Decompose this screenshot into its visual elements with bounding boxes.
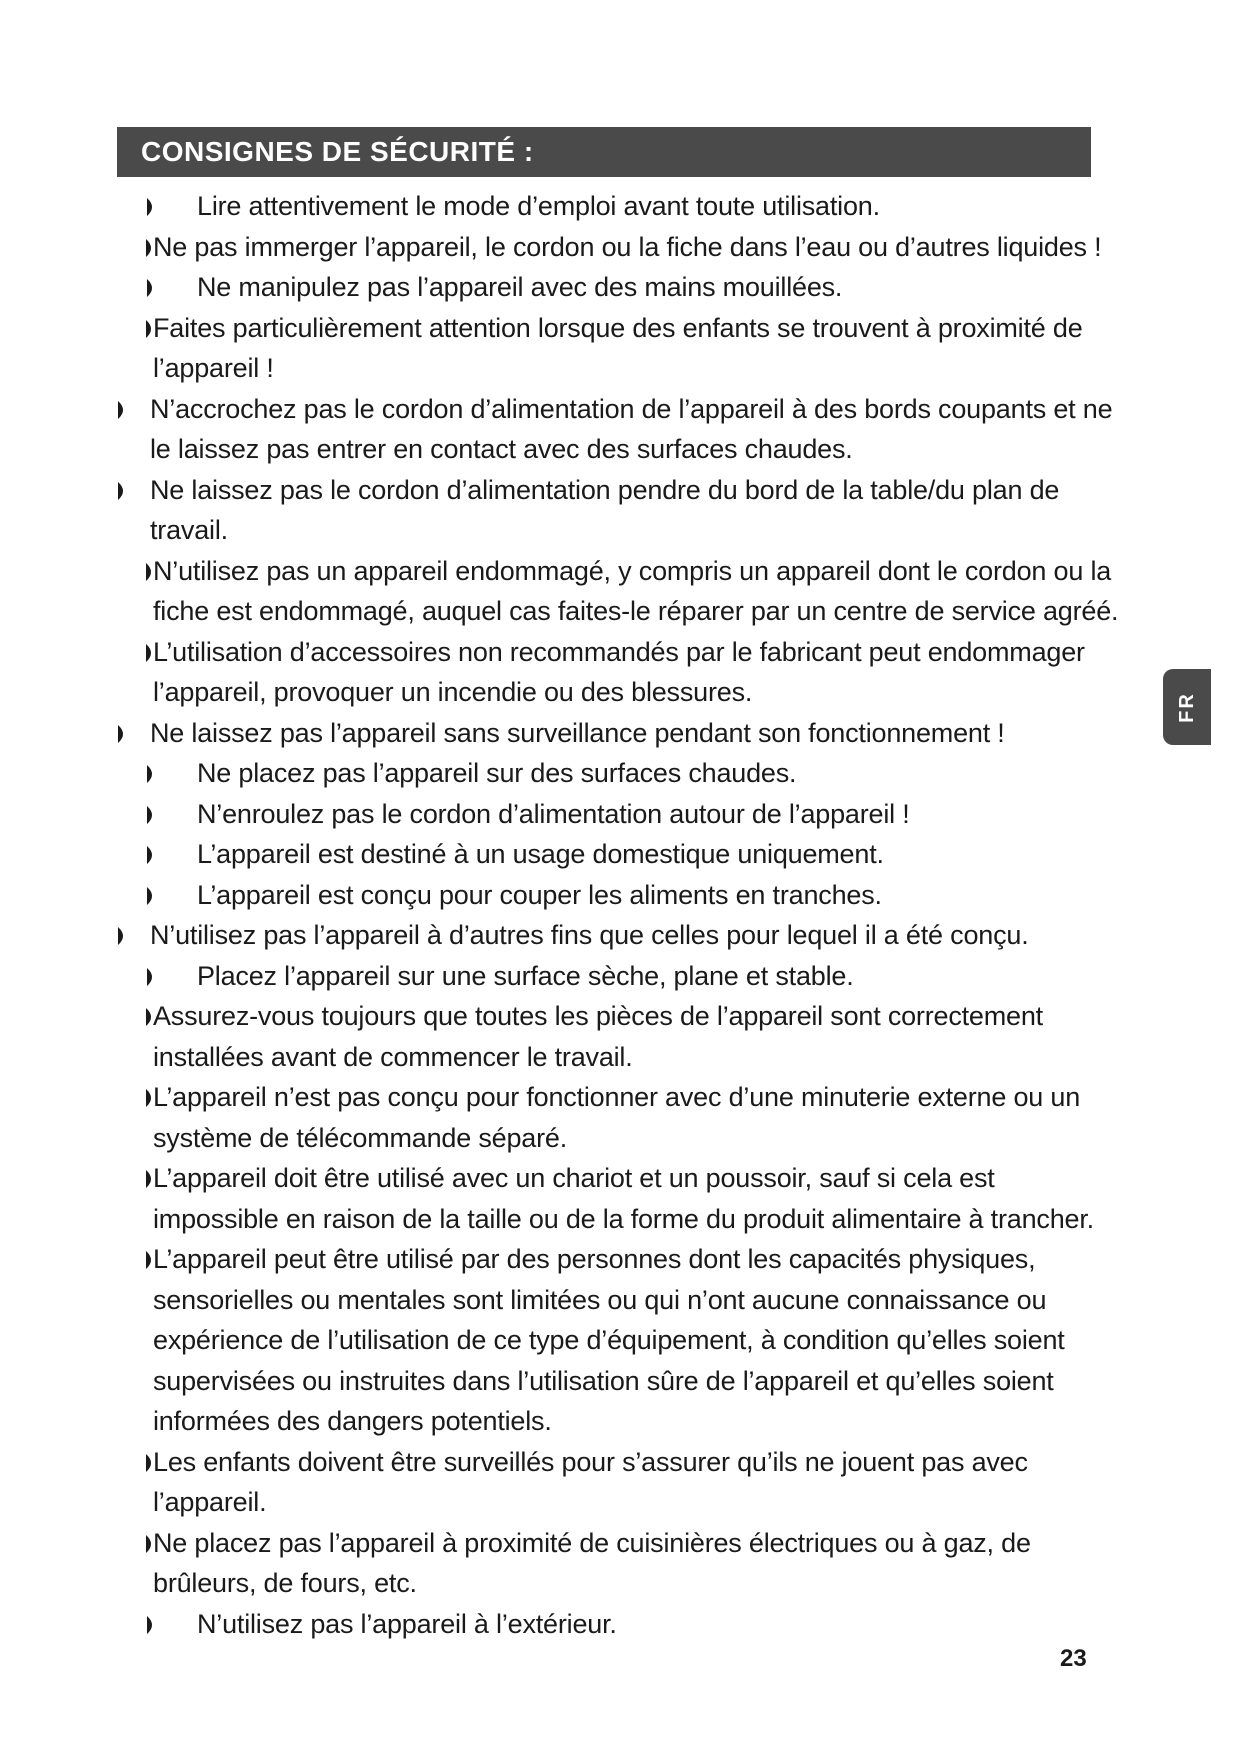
list-item: Ne placez pas l’appareil sur des surfaces chaudes. — [110, 753, 1120, 794]
list-item: N’utilisez pas un appareil endommagé, y compris un appareil dont le cordon ou la fiche est endommagé, auquel cas faites-le réparer par un centre de service agréé. — [110, 551, 1120, 632]
language-tab — [1163, 669, 1211, 745]
bullet-marker-icon — [146, 1535, 156, 1553]
list-item: L’appareil doit être utilisé avec un chariot et un poussoir, sauf si cela est impossible en raison de la taille ou de la forme du produit alimentaire à trancher. — [110, 1158, 1120, 1239]
list-item: Ne manipulez pas l’appareil avec des mains mouillées. — [110, 267, 1120, 308]
bullet-marker-icon — [147, 887, 157, 905]
list-item: L’appareil est destiné à un usage domestique uniquement. — [110, 834, 1120, 875]
list-item: Assurez-vous toujours que toutes les pièces de l’appareil sont correctement installées avant de commencer le travail. — [110, 996, 1120, 1077]
list-item: Ne pas immerger l’appareil, le cordon ou la fiche dans l’eau ou d’autres liquides ! — [110, 227, 1120, 268]
list-item: N’utilisez pas l’appareil à d’autres fins que celles pour lequel il a été conçu. — [110, 915, 1120, 956]
list-item: Ne placez pas l’appareil à proximité de cuisinières électriques ou à gaz, de brûleurs, de fours, etc. — [110, 1523, 1120, 1604]
list-item: Ne laissez pas l’appareil sans surveillance pendant son fonctionnement ! — [110, 713, 1120, 754]
bullet-marker-icon — [147, 1616, 157, 1634]
list-item: L’utilisation d’accessoires non recommandés par le fabricant peut endommager l’appareil, provoquer un incendie ou des blessures. — [110, 632, 1120, 713]
page-number: 23 — [1060, 1645, 1087, 1672]
list-item: Ne laissez pas le cordon d’alimentation pendre du bord de la table/du plan de travail. — [110, 470, 1120, 551]
bullet-marker-icon — [146, 1454, 156, 1472]
bullet-marker-icon — [146, 1089, 156, 1107]
list-item: L’appareil est conçu pour couper les aliments en tranches. — [110, 875, 1120, 916]
bullet-marker-icon — [118, 401, 128, 419]
bullet-marker-icon — [147, 765, 157, 783]
bullet-marker-icon — [147, 968, 157, 986]
bullet-marker-icon — [147, 198, 157, 216]
list-item: Lire attentivement le mode d’emploi avant toute utilisation. — [110, 186, 1120, 227]
list-item: Faites particulièrement attention lorsque des enfants se trouvent à proximité de l’appareil ! — [110, 308, 1120, 389]
bullet-marker-icon — [146, 1251, 156, 1269]
bullet-marker-icon — [147, 279, 157, 297]
list-item: N’enroulez pas le cordon d’alimentation autour de l’appareil ! — [110, 794, 1120, 835]
safety-instructions-list — [110, 186, 1120, 1644]
bullet-marker-icon — [146, 644, 156, 662]
list-item: L’appareil n’est pas conçu pour fonctionner avec d’une minuterie externe ou un système de télécommande séparé. — [110, 1077, 1120, 1158]
list-item: N’utilisez pas l’appareil à l’extérieur. — [110, 1604, 1120, 1645]
list-item: Les enfants doivent être surveillés pour s’assurer qu’ils ne jouent pas avec l’appareil. — [110, 1442, 1120, 1523]
bullet-marker-icon — [118, 725, 128, 743]
bullet-marker-icon — [118, 927, 128, 945]
list-item: Placez l’appareil sur une surface sèche, plane et stable. — [110, 956, 1120, 997]
language-tab-label: FR — [1175, 691, 1198, 723]
bullet-marker-icon — [146, 239, 156, 257]
bullet-marker-icon — [146, 320, 156, 338]
section-title: CONSIGNES DE SÉCURITÉ : — [141, 136, 534, 167]
list-item: L’appareil peut être utilisé par des personnes dont les capacités physiques, sensorielles ou mentales sont limitées ou qui n’ont aucune connaissance ou expérience de l’utilisation de ce type d’équipement, à condition qu’elles soient supervisées ou instruites dans l’utilisation sûre de l’appareil et qu’elles soient informées des dangers potentiels. — [110, 1239, 1120, 1442]
list-item: N’accrochez pas le cordon d’alimentation de l’appareil à des bords coupants et ne le laissez pas entrer en contact avec des surfaces chaudes. — [110, 389, 1120, 470]
section-header — [117, 127, 1091, 177]
bullet-marker-icon — [146, 563, 156, 581]
bullet-marker-icon — [146, 1008, 156, 1026]
bullet-marker-icon — [146, 1170, 156, 1188]
bullet-marker-icon — [118, 482, 128, 500]
bullet-marker-icon — [147, 846, 157, 864]
bullet-marker-icon — [147, 806, 157, 824]
